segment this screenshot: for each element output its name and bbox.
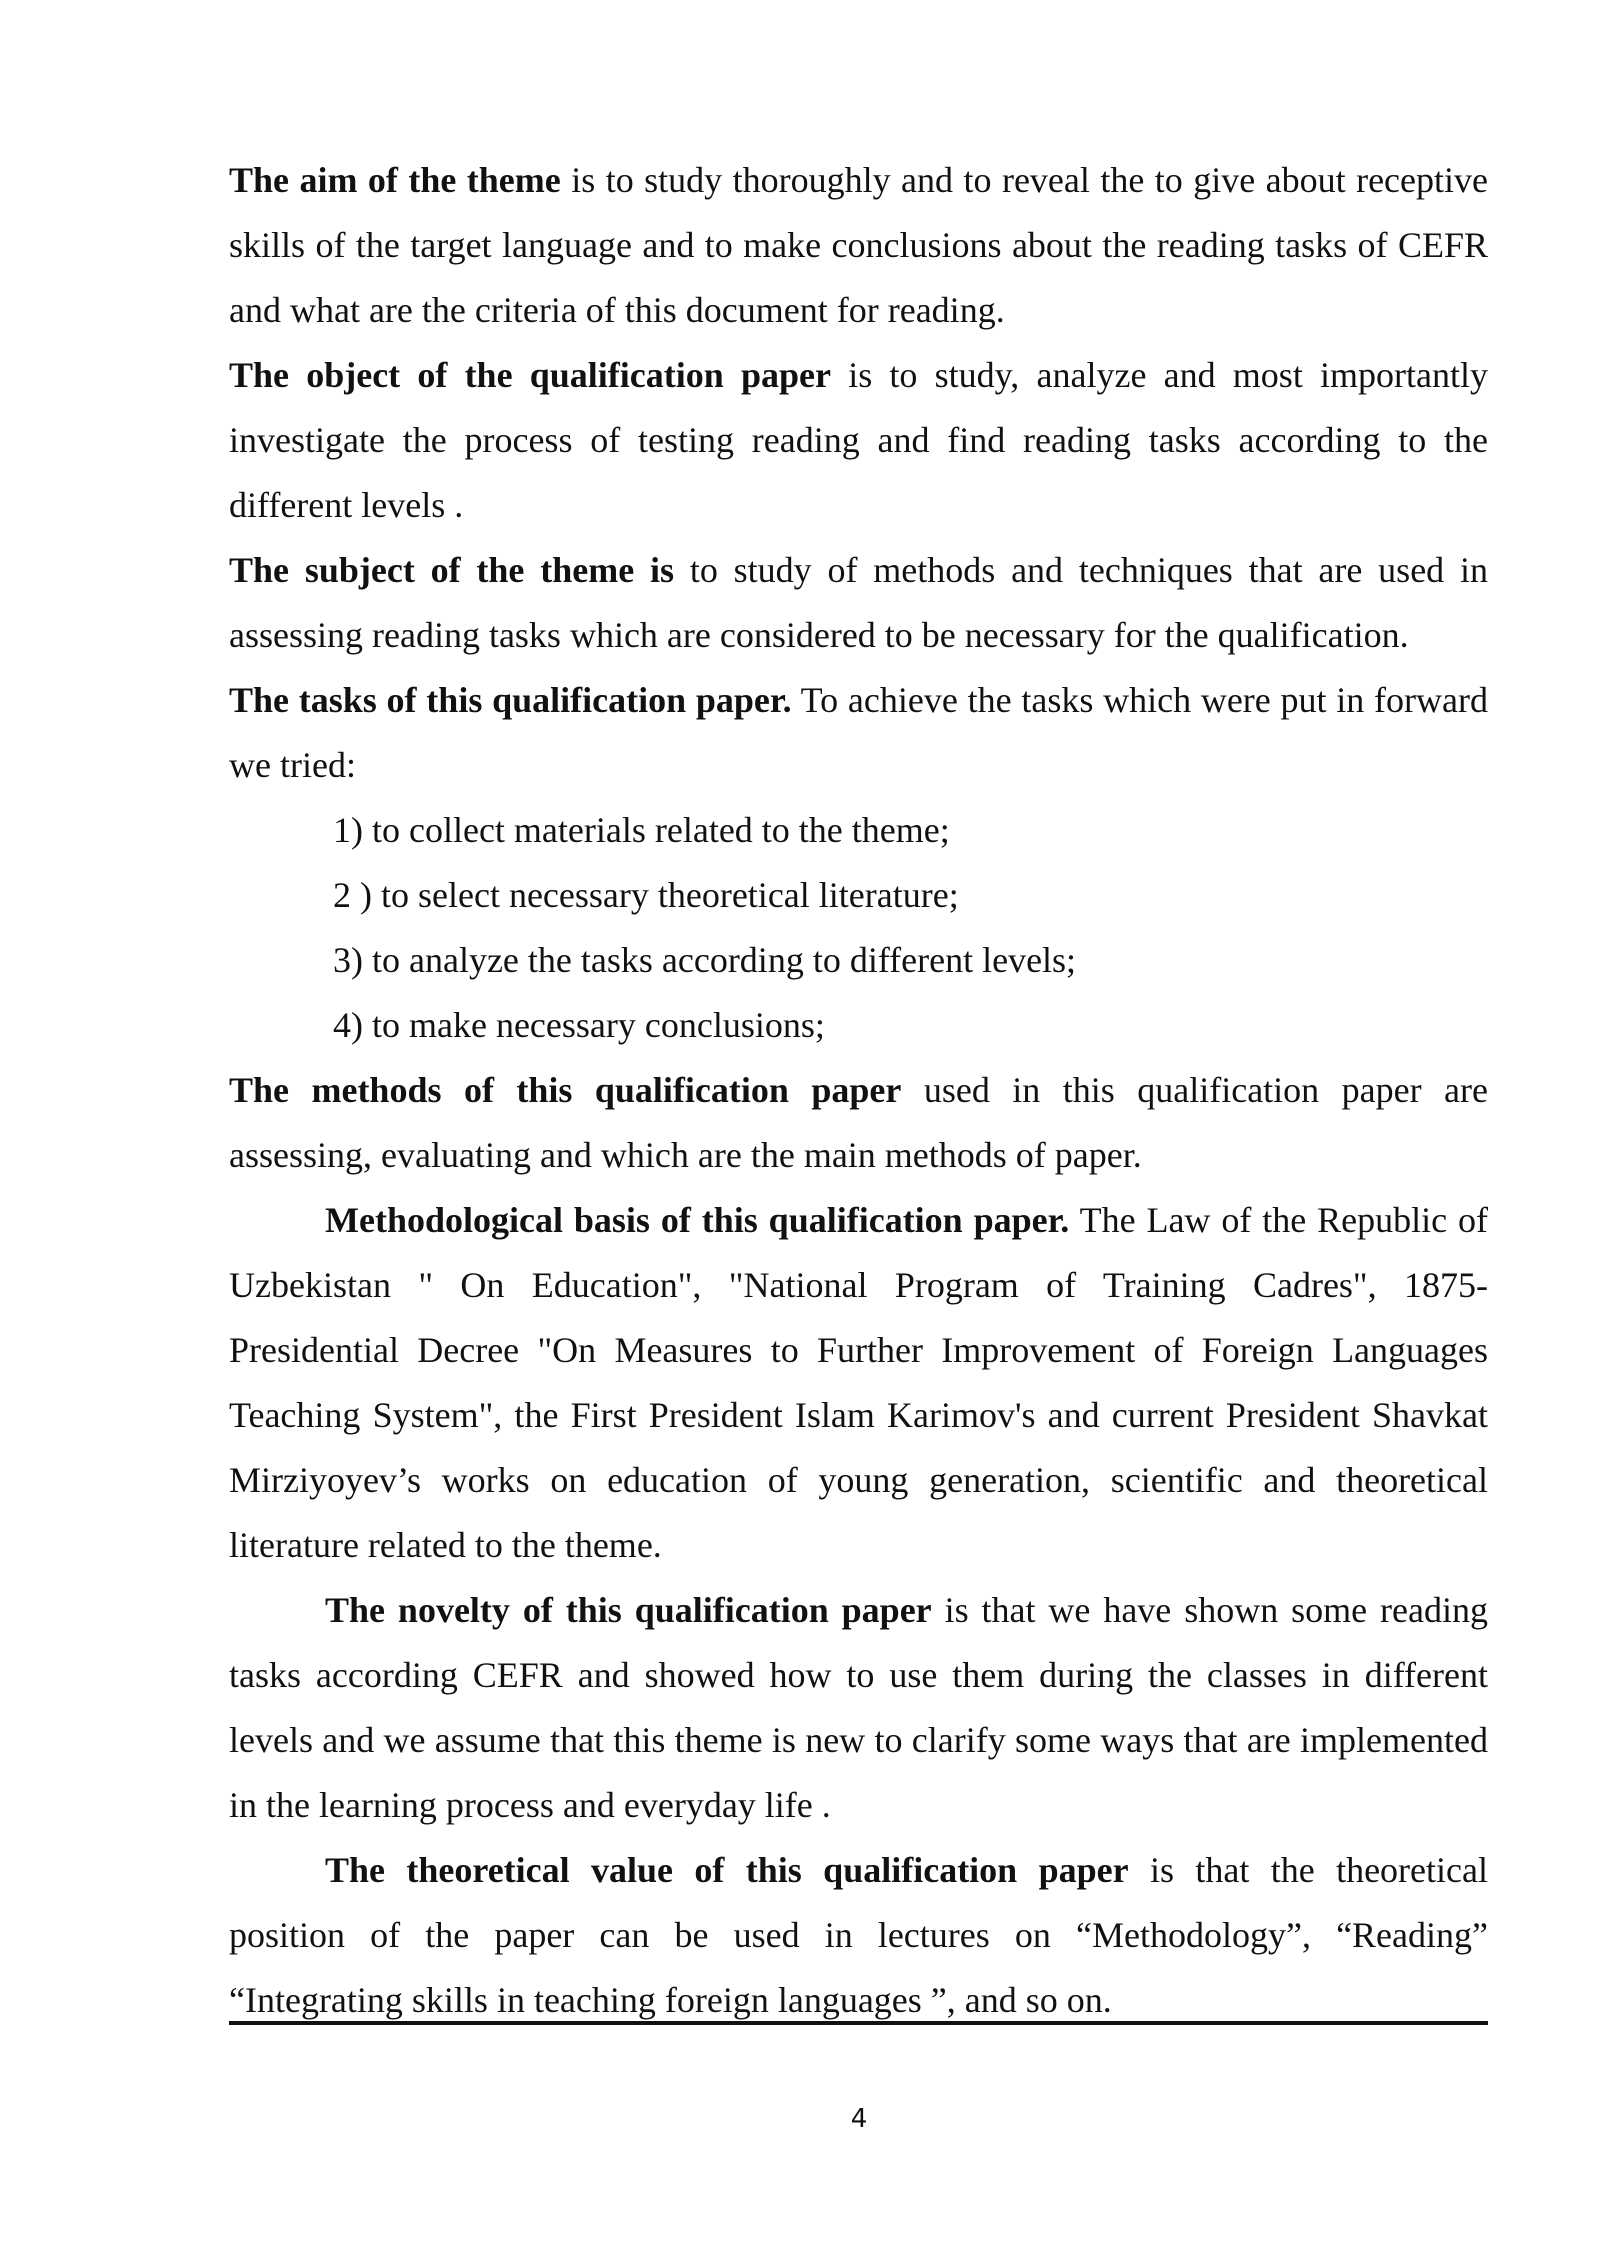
novelty-text: is that we have shown some reading tasks according CEFR and showed how to use them during the classes in different levels and we assume that this theme is new to clarify some ways that are implemented in the learning process and everyday life . — [229, 1590, 1488, 1825]
page-number: 4 — [850, 2104, 868, 2134]
page-body — [229, 148, 1488, 2033]
object-text: is to study, analyze and most importantly investigate the process of testing reading and find reading tasks according to the different levels . — [229, 355, 1488, 525]
theoretical-heading: The theoretical value of this qualification paper — [325, 1850, 1129, 1890]
theoretical-paragraph — [229, 1838, 1488, 2033]
subject-heading: The subject of the theme is — [229, 550, 675, 590]
methodological-paragraph — [229, 1188, 1488, 1578]
task-list-item: 1) to collect materials related to the theme; — [333, 810, 950, 850]
footer-rule — [229, 2021, 1488, 2025]
methods-heading: The methods of this qualification paper — [229, 1070, 902, 1110]
aim-text: is to study thoroughly and to reveal the to give about receptive skills of the target language and to make conclusions about the reading tasks of CEFR and what are the criteria of this document for reading. — [229, 160, 1488, 330]
subject-paragraph — [229, 538, 1488, 668]
aim-heading: The aim of the theme — [229, 160, 561, 200]
task-list — [229, 798, 1488, 1058]
task-list-item: 3) to analyze the tasks according to different levels; — [333, 940, 1077, 980]
task-list-item: 2 ) to select necessary theoretical literature; — [333, 875, 959, 915]
novelty-paragraph — [229, 1578, 1488, 1838]
methods-text: used in this qualification paper are assessing, evaluating and which are the main methods of paper. — [229, 1070, 1489, 1175]
object-paragraph — [229, 343, 1488, 538]
theoretical-text: is that the theoretical position of the paper can be used in lectures on “Methodology”, “Reading” “Integrating skills in teaching foreign languages ”, and so on. — [229, 1850, 1488, 2020]
task-list-item: 4) to make necessary conclusions; — [333, 1005, 825, 1045]
tasks-paragraph — [229, 668, 1488, 798]
tasks-text: To achieve the tasks which were put in forward we tried: — [229, 680, 1488, 785]
tasks-heading: The tasks of this qualification paper. — [229, 680, 792, 720]
object-heading: The object of the qualification paper — [229, 355, 831, 395]
methodological-heading: Methodological basis of this qualification paper. — [325, 1200, 1070, 1240]
novelty-heading: The novelty of this qualification paper — [325, 1590, 932, 1630]
aim-paragraph — [229, 148, 1488, 343]
methodological-text: The Law of the Republic of Uzbekistan " On Education", "National Program of Training Cadres", 1875-Presidential Decree "On Measures to Further Improvement of Foreign Languages Teaching System", the First President Islam Karimov's and current President Shavkat Mirziyoyev’s works on education of young generation, scientific and theoretical literature related to the theme. — [229, 1200, 1488, 1565]
methods-paragraph — [229, 1058, 1488, 1188]
subject-text: to study of methods and techniques that are used in assessing reading tasks which are considered to be necessary for the qualification. — [229, 550, 1488, 655]
